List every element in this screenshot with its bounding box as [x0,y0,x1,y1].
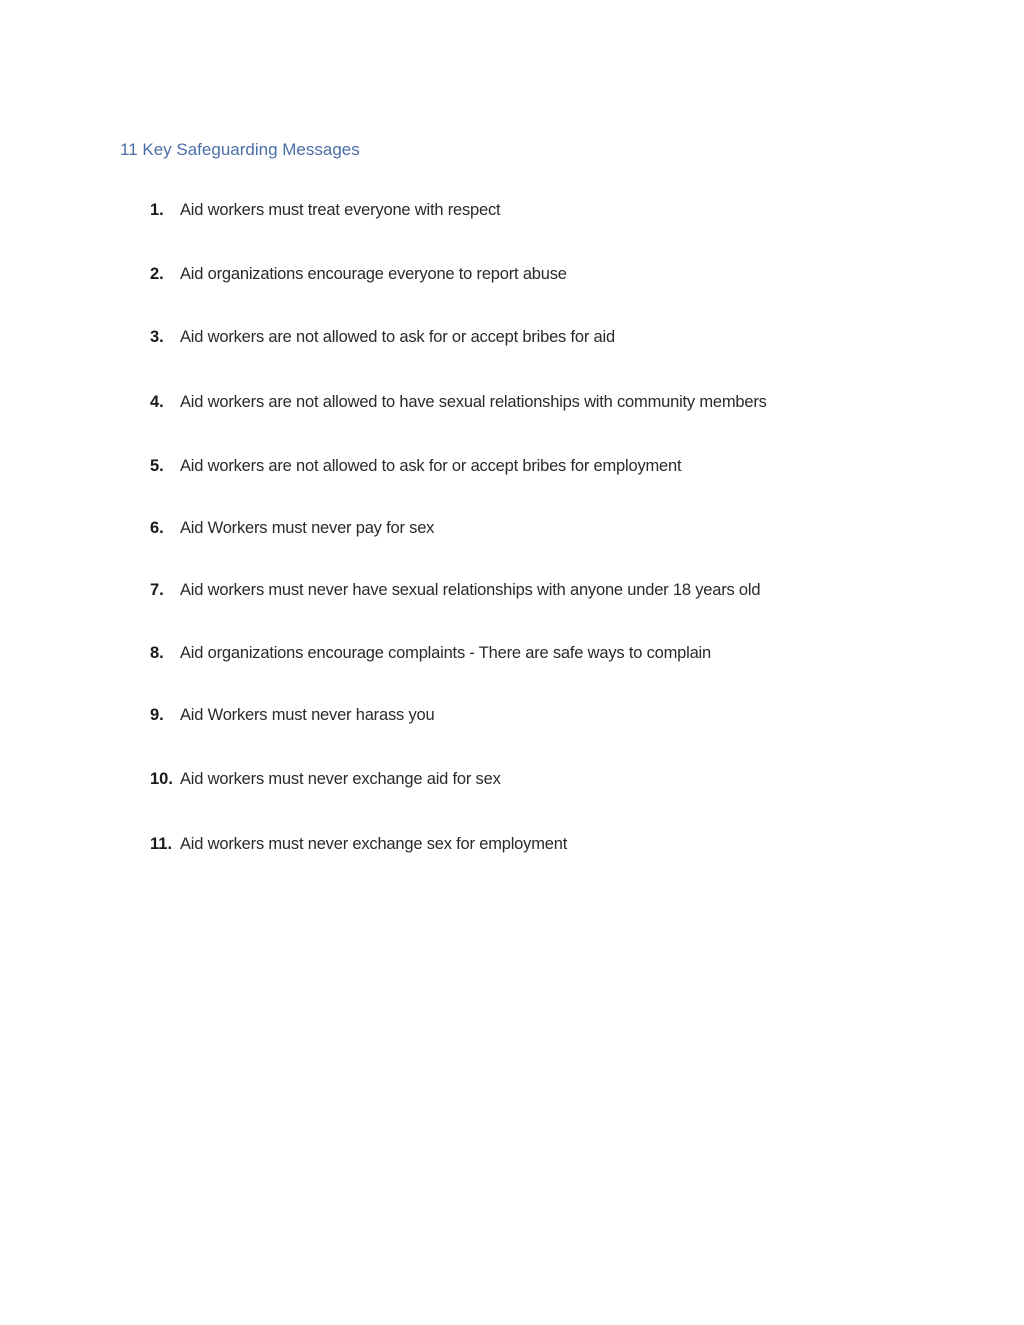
list-item-text: Aid workers must never have sexual relationships with anyone under 18 years old [180,581,761,599]
list-item [150,328,615,347]
list-item [150,457,681,476]
list-item-text: Aid Workers must never pay for sex [180,519,435,537]
list-item-number: 1. [150,201,164,219]
list-item-text: Aid workers are not allowed to have sexual relationships with community members [180,393,767,411]
list-item-text: Aid Workers must never harass you [180,706,435,724]
list-item-text: Aid workers are not allowed to ask for or accept bribes for employment [180,457,682,475]
list-item [150,519,434,538]
list-item [150,770,501,789]
list-item-number: 7. [150,581,164,599]
list-item-number: 4. [150,393,164,411]
list-item-text: Aid workers must never exchange sex for employment [180,835,568,853]
list-item-number: 9. [150,706,164,724]
list-item-text: Aid organizations encourage everyone to report abuse [180,265,567,283]
list-item-number: 6. [150,519,164,537]
list-item-number: 10. [150,770,173,788]
list-item [150,581,760,600]
list-item [150,201,500,220]
document-title: 11 Key Safeguarding Messages [120,140,360,159]
list-item-text: Aid workers are not allowed to ask for or accept bribes for aid [180,328,615,346]
list-item-text: Aid workers must never exchange aid for sex [180,770,501,788]
list-item [150,265,567,284]
list-item [150,393,767,412]
list-item-number: 11. [150,835,173,853]
list-item-number: 8. [150,644,164,662]
list-item-text: Aid workers must treat everyone with respect [180,201,501,219]
list-item [150,644,711,663]
list-item [150,706,434,725]
list-item-number: 5. [150,457,164,475]
list-item [150,835,567,854]
list-item-number: 2. [150,265,164,283]
list-item-text: Aid organizations encourage complaints - There are safe ways to complain [180,644,712,662]
list-item-number: 3. [150,328,164,346]
